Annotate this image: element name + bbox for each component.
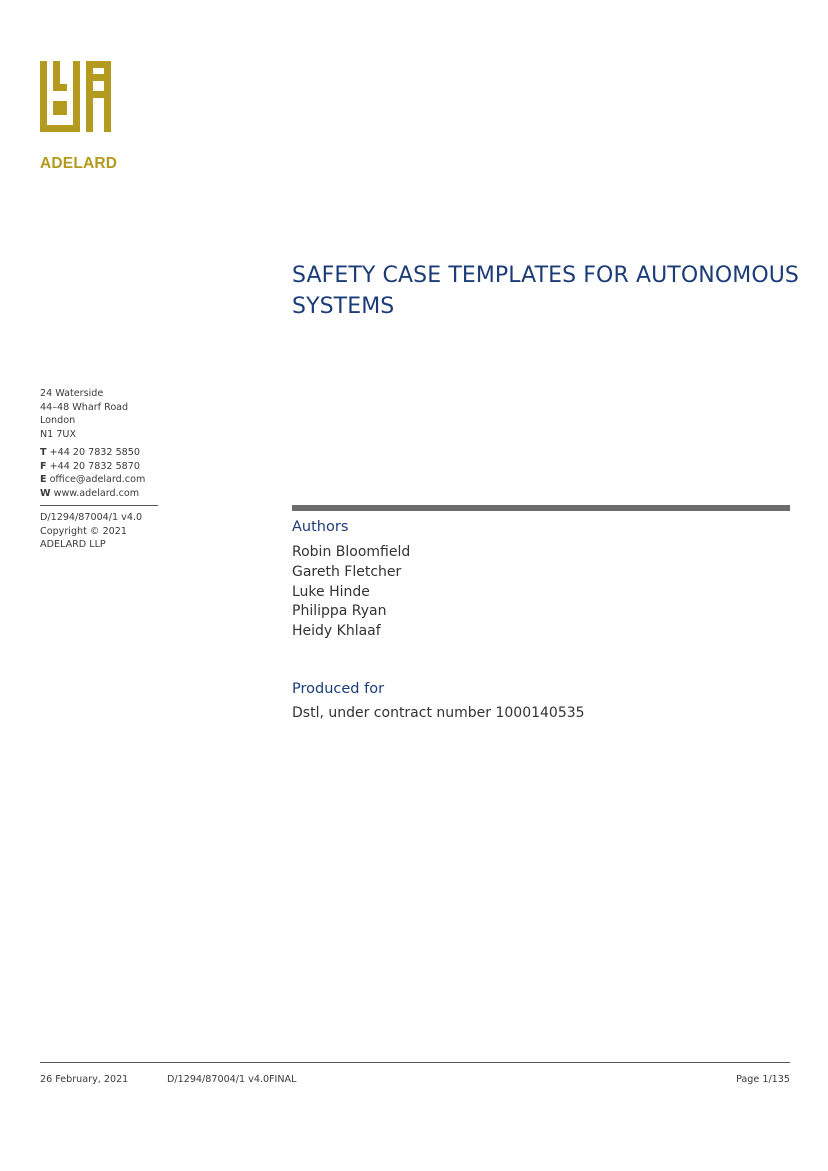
company: ADELARD LLP xyxy=(40,539,106,550)
footer-doc-ref: D/1294/87004/1 v4.0 xyxy=(167,1074,270,1085)
footer-divider xyxy=(40,1062,790,1063)
web xyxy=(40,487,160,501)
adelard-logo-graphic xyxy=(40,61,111,132)
web-value: www.adelard.com xyxy=(53,487,140,499)
fax-value: +44 20 7832 5870 xyxy=(49,460,140,472)
produced-for-heading: Produced for xyxy=(292,681,385,697)
author-name: Gareth Fletcher xyxy=(292,563,402,580)
email-value: office@adelard.com xyxy=(49,474,146,485)
web-label: W xyxy=(40,487,51,499)
copyright: Copyright © 2021 xyxy=(40,525,127,537)
email-label: E xyxy=(40,474,47,485)
contact-block xyxy=(40,387,160,557)
address xyxy=(40,387,160,441)
fax xyxy=(40,460,160,474)
document-title: SAFETY CASE TEMPLATES FOR AUTONOMOUS SYSTEMS xyxy=(292,263,800,319)
contact-divider xyxy=(40,505,158,506)
phone xyxy=(40,446,160,460)
author-name: Philippa Ryan xyxy=(292,603,387,620)
author-name: Heidy Khlaaf xyxy=(292,623,381,640)
address-line: 24 Waterside xyxy=(40,388,104,399)
brand-name: ADELARD xyxy=(40,155,118,172)
authors-heading: Authors xyxy=(292,519,349,535)
address-line: N1 7UX xyxy=(40,428,77,440)
doc-ref: D/1294/87004/1 v4.0 xyxy=(40,512,143,523)
footer-date: 26 February, 2021 xyxy=(40,1074,129,1085)
authors-list xyxy=(292,543,410,642)
footer-status: FINAL xyxy=(269,1074,297,1085)
adelard-logo-icon xyxy=(40,61,111,132)
fax-label: F xyxy=(40,460,47,472)
produced-for-text: Dstl, under contract number 1000140535 xyxy=(292,705,585,721)
author-name: Luke Hinde xyxy=(292,583,370,600)
email xyxy=(40,473,160,487)
section-divider-bar xyxy=(292,505,790,511)
contact-details xyxy=(40,446,160,500)
author-name: Robin Bloomfield xyxy=(292,544,411,560)
document-info xyxy=(40,511,160,552)
address-line: 44–48 Wharf Road xyxy=(40,401,129,413)
footer-page-number: Page 1/135 xyxy=(736,1074,790,1085)
address-line: London xyxy=(40,415,76,426)
phone-label: T xyxy=(40,447,47,458)
phone-value: +44 20 7832 5850 xyxy=(49,447,140,458)
